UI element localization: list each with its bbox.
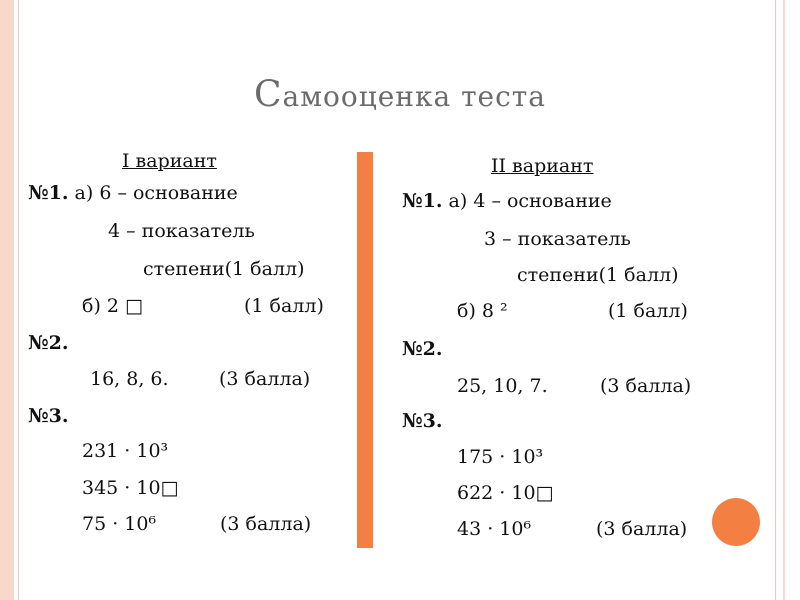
left-q3-line3: 75 · 10⁶ <box>82 513 157 535</box>
left-heading: I вариант <box>122 150 217 172</box>
column-divider <box>357 152 373 548</box>
right-q3-line3: 43 · 10⁶ <box>457 518 532 540</box>
left-q1 <box>28 182 238 204</box>
left-q2-label: №2. <box>28 332 69 354</box>
right-q1-a3: степени(1 балл) <box>517 264 679 286</box>
right-q1-a2: 3 – показатель <box>484 228 631 250</box>
right-q2-answer: 25, 10, 7. <box>457 375 548 397</box>
title-rest: амооценка теста <box>282 80 546 113</box>
left-q1-b-score: (1 балл) <box>244 295 324 317</box>
right-q1-b-score: (1 балл) <box>608 300 688 322</box>
left-q3-line2: 345 · 10□ <box>82 477 179 499</box>
right-q1-label: №1. <box>402 190 443 212</box>
left-q3-line1: 231 · 10³ <box>82 440 169 462</box>
left-q1-a: а) 6 – основание <box>68 182 238 204</box>
left-q3-score: (3 балла) <box>220 513 312 535</box>
right-q3-line2: 622 · 10□ <box>457 482 554 504</box>
left-q1-b: б) 2 □ <box>82 295 143 317</box>
right-q2-score: (3 балла) <box>600 375 692 397</box>
left-q1-a3: степени(1 балл) <box>143 258 305 280</box>
left-q3-label: №3. <box>28 405 69 427</box>
title-first-letter: С <box>254 74 283 115</box>
right-heading: II вариант <box>491 155 594 177</box>
right-q1-b: б) 8 ² <box>457 300 508 322</box>
right-q3-label: №3. <box>402 410 443 432</box>
left-q1-a2: 4 – показатель <box>108 220 255 242</box>
decorative-circle <box>712 498 760 546</box>
right-q3-line1: 175 · 10³ <box>457 446 544 468</box>
right-q1-a: а) 4 – основание <box>442 190 612 212</box>
left-q1-label: №1. <box>28 182 69 204</box>
left-q2-score: (3 балла) <box>219 368 311 390</box>
right-q3-score: (3 балла) <box>596 518 688 540</box>
right-q1 <box>402 190 612 212</box>
left-q2-answer: 16, 8, 6. <box>90 368 169 390</box>
page-title <box>0 74 800 115</box>
right-q2-label: №2. <box>402 338 443 360</box>
